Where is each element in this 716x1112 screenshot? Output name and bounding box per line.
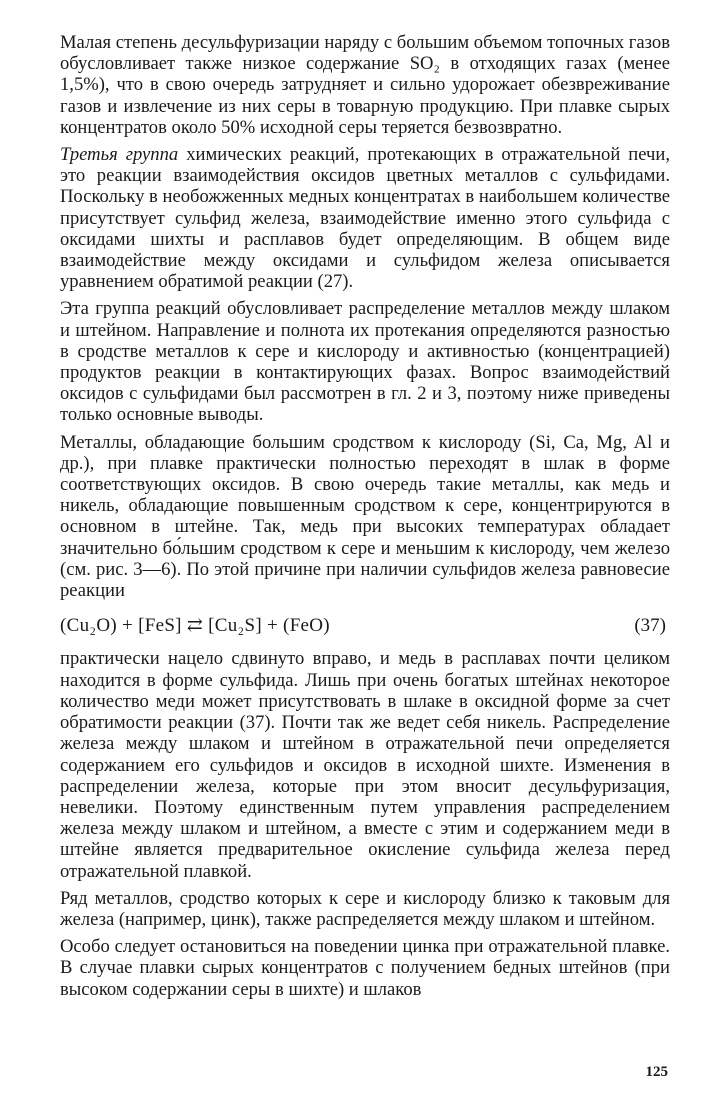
paragraph-6: Ряд металлов, сродство которых к сере и кислороду близко к таковым для железа (например, цинк), также распределяется между шлаком и штейном. (60, 887, 670, 930)
paragraph-2 (60, 144, 670, 292)
page-number: 125 (645, 1064, 668, 1080)
equation-37 (60, 615, 670, 636)
paragraph-3: Эта группа реакций обусловливает распределение металлов между шлаком и штейном. Направление и полнота их протекания определяются разностью в сродстве металлов к сере и кислороду и активностью (концентрацией) продуктов реакции в контактирующих фазах. Вопрос взаимодействий оксидов с сульфидами был рассмотрен в гл. 2 и 3, поэтому ниже приведены только основные выводы. (60, 298, 670, 426)
paragraph-7: Особо следует остановиться на поведении цинка при отражательной плавке. В случае плавки сырых концентратов с получением бедных штейнов (при высоком содержании серы в шихте) и шлаков (60, 936, 670, 1000)
paragraph-4: Металлы, обладающие большим сродством к кислороду (Si, Ca, Mg, Al и др.), при плавке практически полностью переходят в шлак в форме соответствующих оксидов. В свою очередь такие металлы, как медь и никель, обладающие повышенным сродством к сере, концентрируются в основном в штейне. Так, медь при высоких температурах обладает значительно бо́льшим сродством к сере и меньшим к кислороду, чем железо (см. рис. 3—6). По этой причине при наличии сульфидов железа равновесие реакции (60, 431, 670, 602)
paragraph-1: Малая степень десульфуризации наряду с большим объемом топочных газов обусловливает также низкое содержание SO₂ в отходящих газах (менее 1,5%), что в свою очередь затрудняет и сильно удорожает обезвреживание газов и извлечение из них серы в товарную продукцию. При плавке сырых концентратов около 50% исходной серы теряется безвозвратно. (60, 32, 670, 138)
page-body (60, 32, 670, 1000)
equation-number: (37) (634, 615, 666, 637)
paragraph-2-text: химических реакций, протекающих в отражательной печи, это реакции взаимодействия оксидов цветных металлов с сульфидами. Поскольку в необожженных медных концентратах в наибольшем количестве присутствует сульфид железа, взаимодействие именно этого сульфида с оксидами шихты и расплавов будет определяющим. В общем виде взаимодействие между оксидами и сульфидом железа описывается уравнением обратимой реакции (27). (60, 144, 671, 293)
paragraph-2-italic-lead: Третья группа (60, 144, 179, 166)
equation-text: (Cu₂O) + [FeS] ⇄ [Cu₂S] + (FeO) (60, 615, 330, 637)
paragraph-5: практически нацело сдвинуто вправо, и медь в расплавах почти целиком находится в форме сульфида. Лишь при очень богатых штейнах некоторое количество меди может присутствовать в шлаке в оксидной форме за счет обратимости реакции (37). Почти так же ведет себя никель. Распределение железа между шлаком и штейном в отражательной печи определяется содержанием его сульфидов и оксидов в исходной шихте. Изменения в распределении железа, которые при этом вносит десульфуризация, невелики. Поэтому единственным путем управления распределением железа между шлаком и штейном, а вместе с этим и содержанием меди в штейне является предварительное окисление сульфида железа перед отражательной плавкой. (60, 648, 670, 882)
